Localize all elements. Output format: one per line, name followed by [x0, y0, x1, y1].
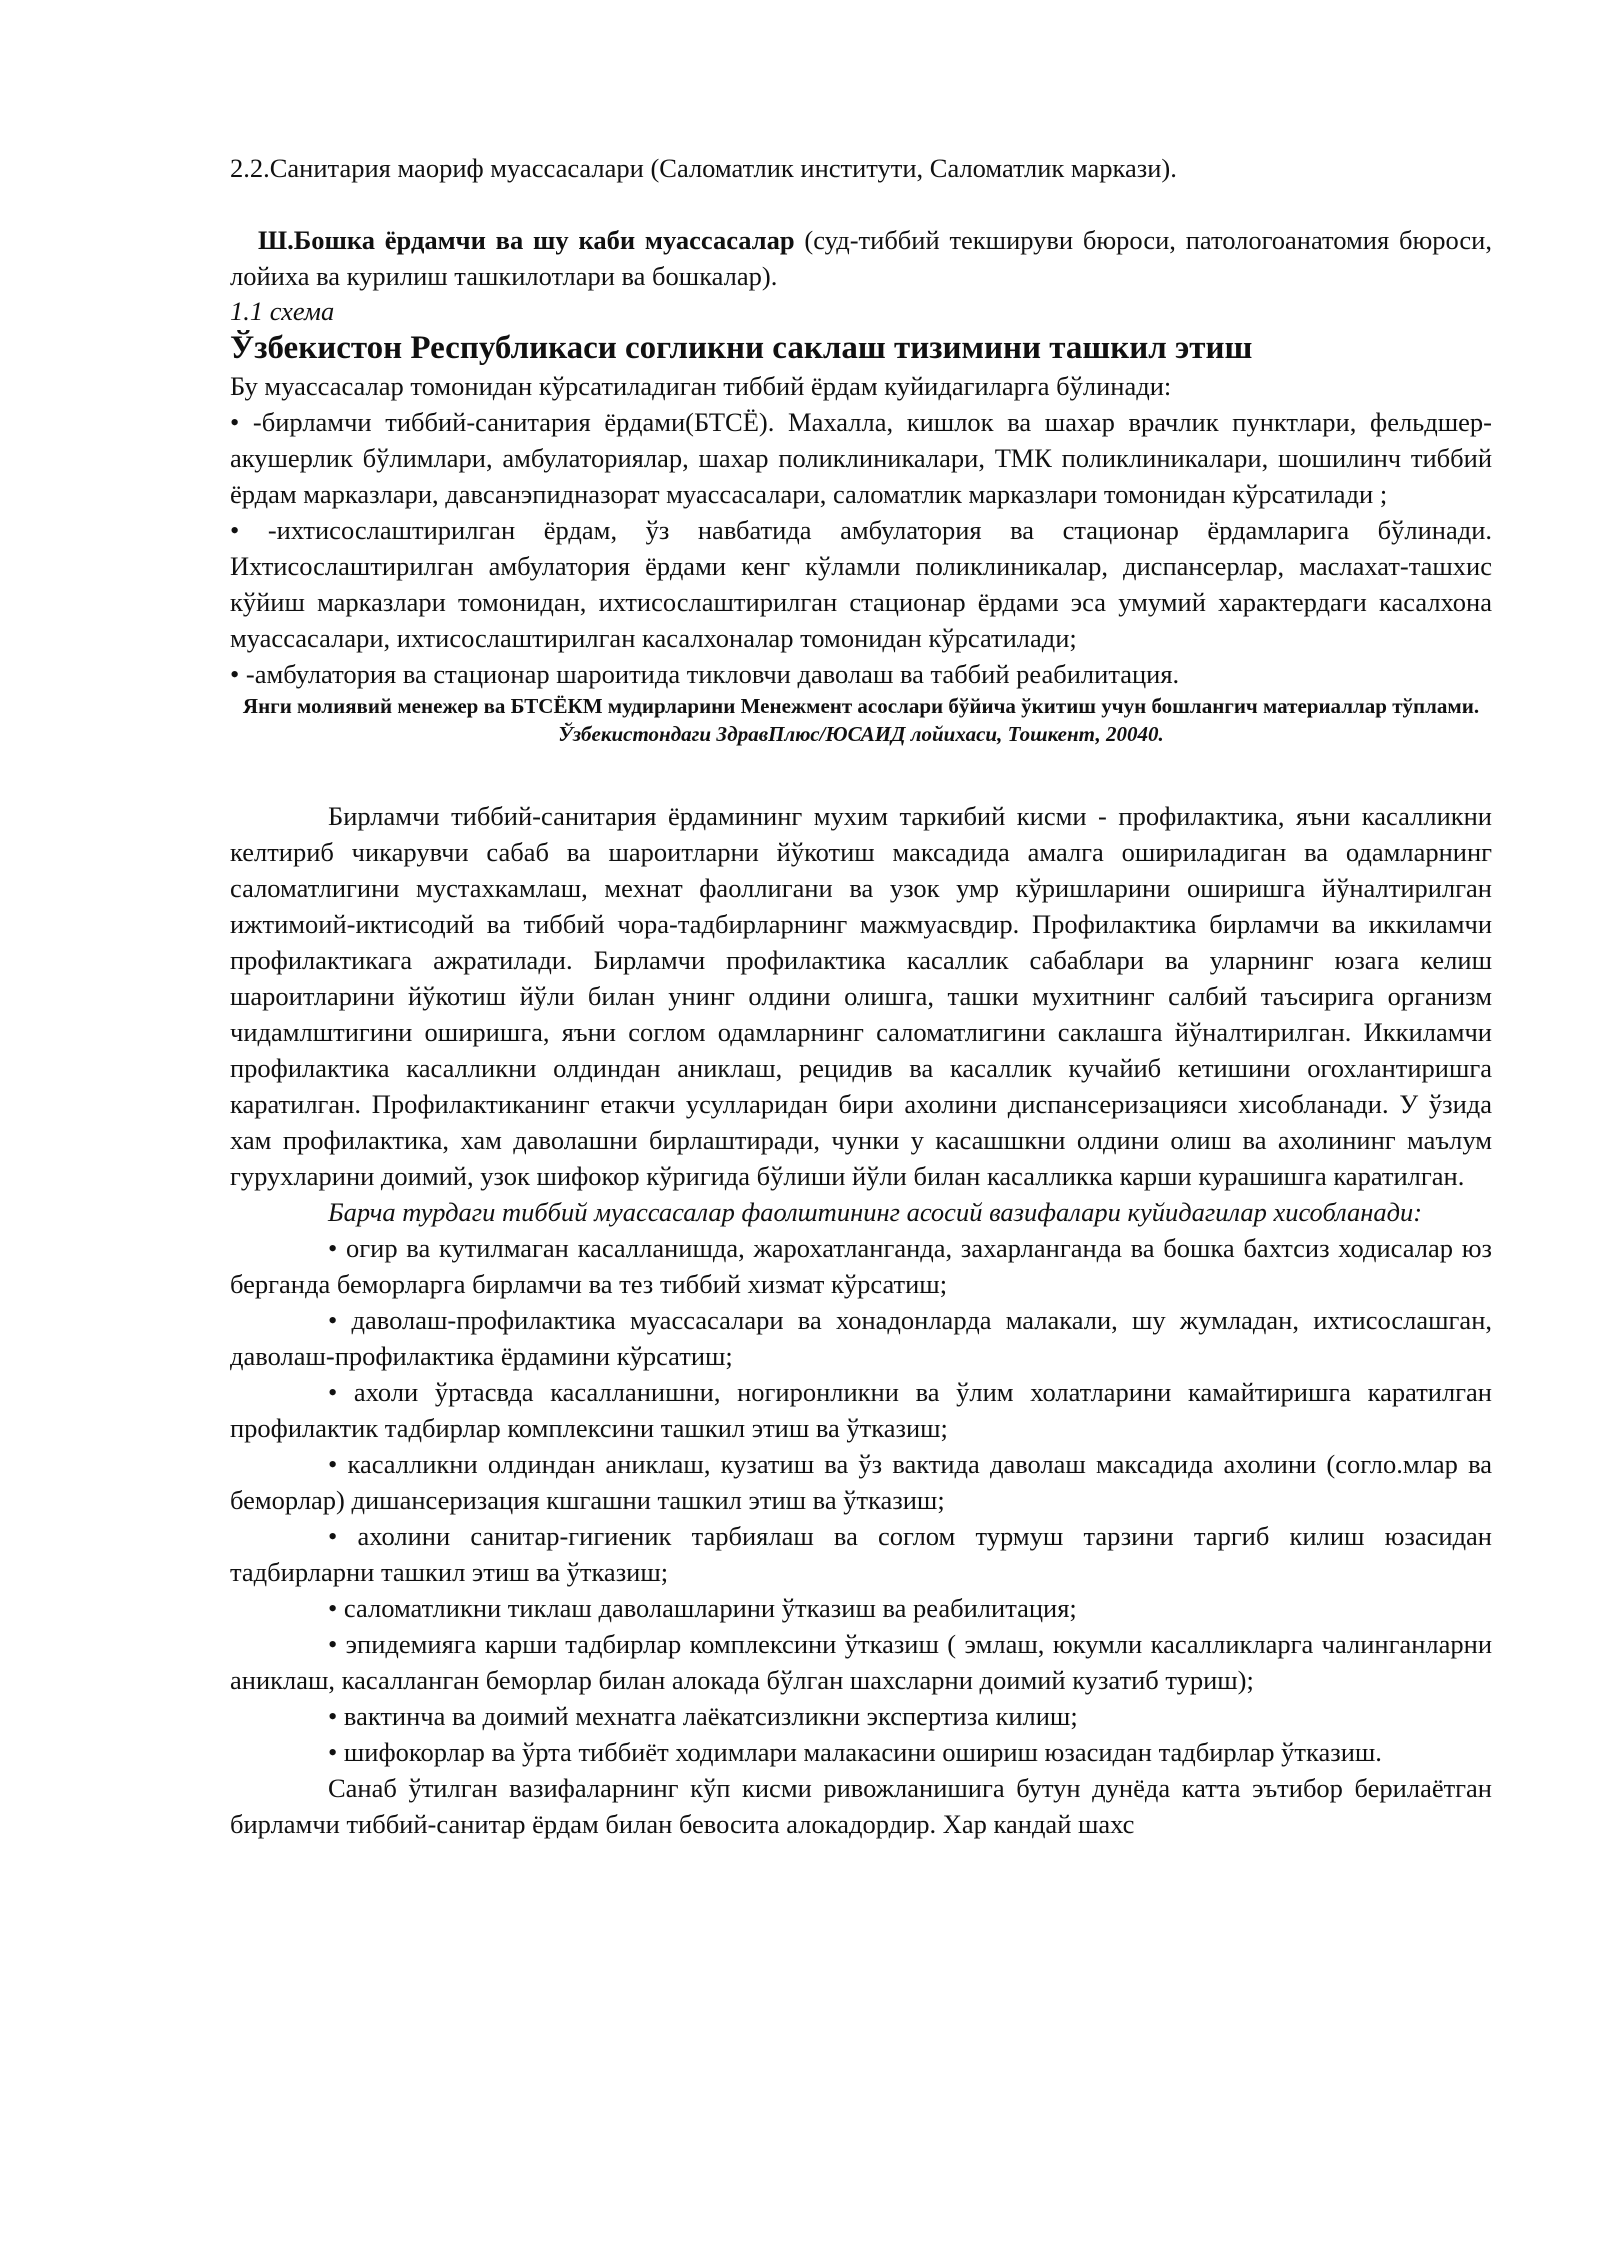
function-item: • ахоли ўртасвда касалланишни, ногиронликни ва ўлим холатларини камайтиришга каратилган профилактик тадбирлар комплексини ташкил этиш ва ўтказиш; — [230, 1377, 1492, 1443]
closing-paragraph: Санаб ўтилган вазифаларнинг кўп кисми ривожланишига бутун дунёда катта эътибор берилаётган бирламчи тиббий-санитар ёрдам билан бевосита алокадордир. Хар кандай шахс — [230, 1773, 1492, 1839]
document-page — [230, 150, 1492, 1842]
function-item: • вактинча ва доимий мехнатга лаёкатсизликни экспертиза килиш; — [328, 1701, 1078, 1731]
function-item: • огир ва кутилмаган касалланишда, жарохатланганда, захарланганда ва бошка бахтсиз ходисалар юз берганда беморларга бирламчи ва тез тиббий хизмат кўрсатиш; — [230, 1233, 1492, 1299]
function-item: • саломатликни тиклаш даволашларини ўтказиш ва реабилитация; — [328, 1593, 1077, 1623]
source-project: Ўзбекистондаги ЗдравПлюс/ЮСАИД лойихаси, Тошкент, 20040. — [558, 722, 1164, 746]
intro-line: Бу муассасалар томонидан кўрсатиладиган тиббий ёрдам куйидагиларга бўлинади: — [230, 371, 1172, 401]
care-type-item: • -амбулатория ва стационар шароитида тикловчи даволаш ва таббий реабилитация. — [230, 659, 1180, 689]
section-3-title: Ш.Бошка ёрдамчи ва шу каби муассасалар — [258, 225, 795, 255]
function-item: • касалликни олдиндан аниклаш, кузатиш ва ўз вактида даволаш максадида ахолини (согло.млар ва беморлар) дишансеризация кшгашни ташкил этиш ва ўтказиш; — [230, 1449, 1492, 1515]
function-item: • шифокорлар ва ўрта тиббиёт ходимлари малакасини ошириш юзасидан тадбирлар ўтказиш. — [328, 1737, 1382, 1767]
function-item: • ахолини санитар-гигиеник тарбиялаш ва соглом турмуш тарзини таргиб килиш юзасидан тадбирларни ташкил этиш ва ўтказиш; — [230, 1521, 1492, 1587]
functions-heading: Барча турдаги тиббий муассасалар фаолштининг асосий вазифалари куйидагилар хисобланади: — [328, 1197, 1423, 1227]
function-item: • эпидемияга карши тадбирлар комплексини ўтказиш ( эмлаш, юкумли касалликларга чалинганларни аниклаш, касалланган беморлар билан алокада бўлган шахсларни доимий кузатиб туриш); — [230, 1629, 1492, 1695]
scheme-caption: 1.1 схема — [230, 296, 335, 326]
primary-care-paragraph: Бирламчи тиббий-санитария ёрдамининг мухим таркибий кисми - профилактика, яъни касалликни келтириб чикарувчи сабаб ва шароитларни йўкотиш максадида амалга оширилaдиган ва одамларнинг саломатлигини мустахкамлаш, мехнат фаоллигани ва узок умр кўришларини оширишга йўналтирилган ижтимоий-иктисодий ва тиббий чора-тадбирларнинг мажмуасвдир. Профилактика бирламчи ва иккиламчи профилактикага ажратилади. Бирламчи профилактика касаллик сабаблари ва уларнинг юзага келиш шароитларини йўкотиш йўли билан унинг олдини олишга, ташки мухитнинг салбий таъсирига организм чидамлштигини оширишга, яъни соглом одамларнинг саломатлигини саклашга йўналтирилган. Иккиламчи профилактика касалликни олдиндан аниклаш, рецидив ва касаллик кучайиб кетишини огохлантиришга каратилган. Профилактиканинг етакчи усулларидан бири ахолини диспансеризацияси хисобланади. У ўзида хам профилактика, хам даволашни бирлаштиради, чунки у касашшкни олдини олиш ва ахолининг маълум гурухларини доимий, узок шифокор кўригида бўлиши йўли билан касалликка карши курашишга каратилган. — [230, 801, 1492, 1191]
care-type-item: • -бирламчи тиббий-санитария ёрдами(БТСЁ). Махалла, кишлок ва шахар врачлик пунктлари, фельдшер-акушерлик бўлимлари, амбулаториялар, шахар поликлиникалари, ТМК поликлиникалари, шошилинч тиббий ёрдам марказлари, давсанэпидназорат муассасалари, саломатлик марказлари томонидан кўрсатилади ; — [230, 407, 1492, 509]
section-3-text: (суд-тиббий текшируви бюроси, патологоанатомия бюроси, лойиха ва курилиш ташкилотлари ва бошкалар). — [230, 225, 1492, 291]
function-item: • даволаш-профилактика муассасалари ва хонадонларда малакали, шу жумладан, ихтисослашган, даволаш-профилактика ёрдамини кўрсатиш; — [230, 1305, 1492, 1371]
section-3-paragraph — [230, 222, 1492, 294]
care-type-item: • -ихтисослаштирилган ёрдам, ўз навбатида амбулатория ва стационар ёрдамларига бўлинади. Ихтисослаштирилган амбулатория ёрдами кенг кўламли поликлиникалар, диспансерлар, маслахат-ташхис кўйиш марказлари томонидан, ихтисослаштирилган стационар ёрдами эса умумий характердаги касалхона муассасалари, ихтисослаштирилган касалхоналар томонидан кўрсатилади; — [230, 515, 1492, 653]
spacer — [230, 748, 1492, 798]
scheme-title: Ўзбекистон Республикаси согликни саклаш тизимини ташкил этиш — [230, 330, 1253, 366]
heading-2-2: 2.2.Санитария маориф муассасалари (Саломатлик институти, Саломатлик маркази). — [230, 153, 1177, 183]
source-reference: Янги молиявий менежер ва БТСЁКМ мудирларини Менежмент асослари бўйича ўкитиш учун бошлангич материаллар тўплами. — [242, 694, 1480, 718]
